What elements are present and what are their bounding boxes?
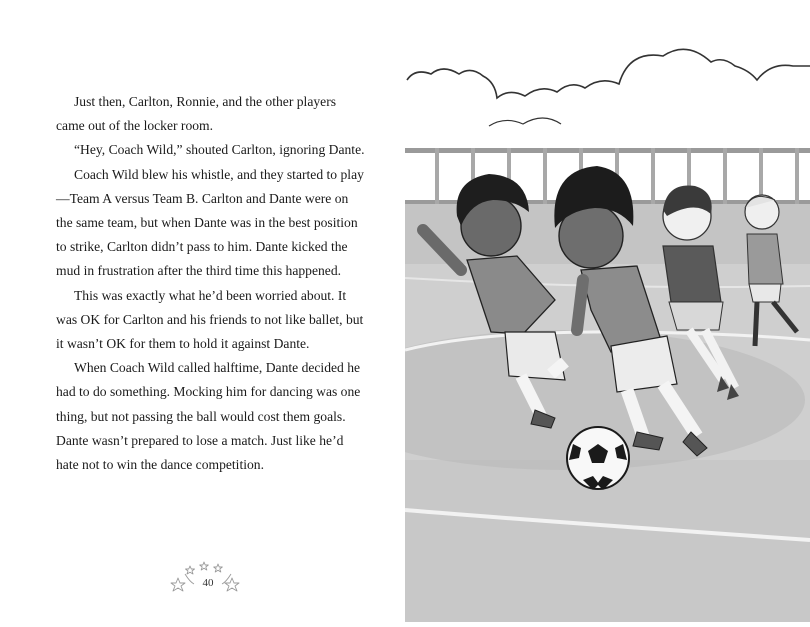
paragraph-3: Coach Wild blew his whistle, and they started to play—Team A versus Team B. Carlton and Dante were on the same team, but when Dante was in the best position to strike, Carlton didn’t pass to him. Dante kicked the mud in frustration after the third time this happened. [56, 166, 364, 279]
soccer-ball-icon [567, 427, 629, 490]
paragraph-2: “Hey, Coach Wild,” shouted Carlton, ignoring Dante. [74, 142, 365, 158]
paragraph-1: Just then, Carlton, Ronnie, and the other players came out of the locker room. [56, 94, 337, 134]
soccer-illustration [405, 40, 810, 622]
story-text [56, 90, 366, 477]
page-number-ornament [168, 560, 248, 596]
page-number: 40 [202, 577, 214, 589]
paragraph-5: When Coach Wild called halftime, Dante decided he had to do something. Mocking him for dancing was one thing, but not passing the ball would cost them goals. Dante wasn’t prepared to lose a match. Just like he’d hate not to win the dance competition. [56, 360, 361, 473]
paragraph-4: This was exactly what he’d been worried about. It was OK for Carlton and his friends to not like ballet, but it wasn’t OK for them to hold it against Dante. [56, 287, 364, 352]
